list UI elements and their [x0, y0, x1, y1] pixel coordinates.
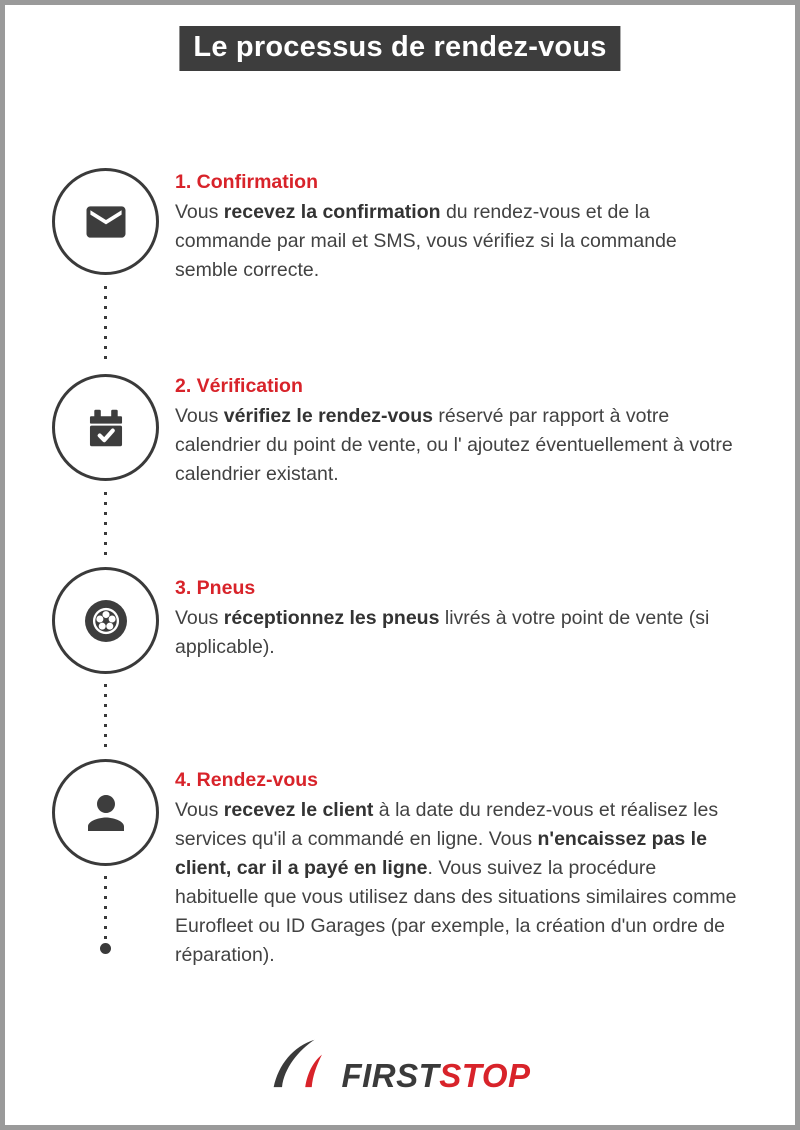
connector-dotted-line	[104, 684, 107, 752]
step-body: Vous vérifiez le rendez-vous réservé par rapport à votre calendrier du point de vente, ou l' ajoutez éventuellement à votre calendrier existant.	[175, 405, 733, 485]
firststop-logo	[269, 1037, 530, 1094]
step-3	[175, 576, 737, 662]
step-heading: 4. Rendez-vous	[175, 769, 319, 791]
step-1-circle	[52, 168, 159, 275]
timeline-end-dot	[100, 943, 111, 954]
email-icon	[80, 196, 132, 248]
step-heading: 2. Vérification	[175, 375, 303, 397]
step-2-circle	[52, 374, 159, 481]
logo-text-stop: STOP	[439, 1057, 531, 1094]
step-heading: 1. Confirmation	[175, 171, 319, 193]
logo-text-first: FIRST	[341, 1057, 440, 1094]
step-heading: 3. Pneus	[175, 577, 256, 599]
step-4-circle	[52, 759, 159, 866]
connector-dotted-line	[104, 286, 107, 366]
connector-dotted-line	[104, 876, 107, 942]
step-body: Vous recevez la confirmation du rendez-vous et de la commande par mail et SMS, vous vérifiez si la commande semble correcte.	[175, 201, 677, 281]
step-4	[175, 768, 737, 970]
step-2	[175, 374, 737, 489]
calendar-check-icon	[80, 402, 132, 454]
page-title: Le processus de rendez-vous	[179, 26, 620, 71]
step-1	[175, 170, 737, 285]
connector-dotted-line	[104, 492, 107, 560]
firststop-swoosh-icon	[269, 1037, 335, 1094]
step-3-circle	[52, 567, 159, 674]
person-icon	[79, 786, 133, 840]
tire-icon	[78, 593, 134, 649]
step-body: Vous réceptionnez les pneus livrés à votre point de vente (si applicable).	[175, 607, 710, 658]
step-body: Vous recevez le client à la date du rendez-vous et réalisez les services qu'il a commandé en ligne. Vous n'encaissez pas le client, car il a payé en ligne. Vous suivez la procédure habituelle que vous utilisez dans des situations similaires comme Eurofleet ou ID Garages (par exemple, la création d'un ordre de réparation).	[175, 799, 737, 966]
